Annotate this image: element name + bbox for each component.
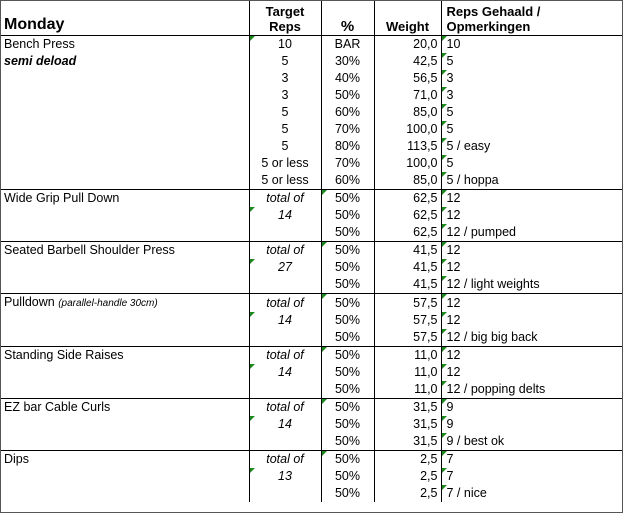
exercise-cell[interactable] [1,485,249,502]
percent-cell[interactable]: 60% [321,172,374,190]
comment-indicator-icon [442,138,447,143]
comment-indicator-icon [442,104,447,109]
table-row [1,70,622,87]
target-reps-cell[interactable]: 27 [249,259,321,276]
target-reps-cell[interactable]: 5 [249,53,321,70]
exercise-cell[interactable]: EZ bar Cable Curls [1,399,249,417]
comment-indicator-icon [322,242,327,247]
weight-cell[interactable]: 31,5 [374,433,441,451]
comment-indicator-icon [442,242,447,247]
exercise-cell[interactable] [1,121,249,138]
weight-cell[interactable]: 85,0 [374,172,441,190]
table-row [1,433,622,451]
target-reps-cell[interactable]: 5 or less [249,155,321,172]
target-reps-cell[interactable] [249,224,321,242]
target-reps-cell[interactable]: 14 [249,364,321,381]
table-row [1,485,622,502]
table-row [1,87,622,104]
weight-cell[interactable]: 2,5 [374,468,441,485]
comment-indicator-icon [322,451,327,456]
target-reps-cell[interactable]: 3 [249,70,321,87]
exercise-cell[interactable] [1,433,249,451]
comment-indicator-icon [322,347,327,352]
reps-done-cell[interactable]: 12 [441,259,622,276]
exercise-cell[interactable] [1,468,249,485]
reps-done-cell[interactable]: 5 [441,53,622,70]
comment-indicator-icon [250,312,255,317]
percent-cell[interactable]: BAR [321,36,374,54]
exercise-cell[interactable]: Seated Barbell Shoulder Press [1,242,249,260]
reps-done-cell[interactable]: 9 [441,399,622,417]
percent-cell[interactable]: 50% [321,190,374,208]
target-reps-cell[interactable]: total of [249,190,321,208]
table-row [1,190,622,208]
exercise-cell[interactable] [1,138,249,155]
table-row [1,207,622,224]
target-reps-cell[interactable] [249,276,321,294]
reps-done-header[interactable]: Reps Gehaald / Opmerkingen [446,4,541,34]
weight-cell[interactable]: 56,5 [374,70,441,87]
reps-done-cell[interactable]: 12 / popping delts [441,381,622,399]
comment-indicator-icon [442,347,447,352]
percent-cell[interactable]: 50% [321,207,374,224]
table-row [1,276,622,294]
exercise-cell[interactable]: semi deload [1,53,249,70]
reps-done-cell[interactable]: 7 [441,468,622,485]
reps-done-cell[interactable]: 5 [441,104,622,121]
comment-indicator-icon [250,364,255,369]
weight-cell[interactable]: 11,0 [374,381,441,399]
target-reps-cell[interactable]: total of [249,451,321,469]
target-reps-cell[interactable]: 14 [249,312,321,329]
reps-done-cell[interactable]: 5 [441,121,622,138]
weight-cell[interactable]: 62,5 [374,190,441,208]
table-row [1,104,622,121]
exercise-cell[interactable]: Bench Press [1,36,249,54]
target-reps-cell[interactable]: total of [249,294,321,313]
comment-indicator-icon [442,433,447,438]
comment-indicator-icon [442,53,447,58]
exercise-cell[interactable] [1,276,249,294]
table-row [1,399,622,417]
weight-cell[interactable]: 41,5 [374,242,441,260]
percent-cell[interactable]: 40% [321,70,374,87]
weight-cell[interactable]: 41,5 [374,276,441,294]
target-reps-cell[interactable] [249,433,321,451]
table-row [1,294,622,313]
weight-cell[interactable]: 2,5 [374,451,441,469]
exercise-cell[interactable]: Dips [1,451,249,469]
reps-done-cell[interactable]: 3 [441,70,622,87]
comment-indicator-icon [442,451,447,456]
comment-indicator-icon [442,364,447,369]
weight-cell[interactable]: 11,0 [374,347,441,365]
table-row [1,312,622,329]
weight-cell[interactable]: 57,5 [374,294,441,313]
comment-indicator-icon [442,312,447,317]
weight-cell[interactable]: 42,5 [374,53,441,70]
percent-cell[interactable]: 50% [321,468,374,485]
percent-cell[interactable]: 50% [321,312,374,329]
reps-done-cell[interactable]: 7 [441,451,622,469]
weight-cell[interactable]: 31,5 [374,399,441,417]
reps-done-cell[interactable]: 10 [441,36,622,54]
table-row [1,138,622,155]
day-title[interactable]: Monday [1,1,249,36]
percent-cell[interactable]: 50% [321,485,374,502]
percent-cell[interactable]: 50% [321,399,374,417]
percent-cell[interactable]: 50% [321,242,374,260]
weight-cell[interactable]: 85,0 [374,104,441,121]
percent-cell[interactable]: 60% [321,104,374,121]
target-reps-cell[interactable]: 13 [249,468,321,485]
target-reps-cell[interactable]: 3 [249,87,321,104]
percent-cell[interactable]: 50% [321,451,374,469]
reps-done-cell[interactable]: 12 / light weights [441,276,622,294]
table-row [1,468,622,485]
comment-indicator-icon [250,36,255,41]
table-row [1,172,622,190]
target-reps-cell[interactable]: total of [249,242,321,260]
percent-cell[interactable]: 50% [321,433,374,451]
reps-done-cell[interactable]: 12 [441,364,622,381]
reps-done-cell[interactable]: 12 [441,294,622,313]
comment-indicator-icon [442,259,447,264]
weight-cell[interactable]: 57,5 [374,312,441,329]
target-reps-cell[interactable]: total of [249,399,321,417]
comment-indicator-icon [442,416,447,421]
target-reps-cell[interactable] [249,381,321,399]
table-row [1,364,622,381]
reps-done-cell[interactable]: 5 / easy [441,138,622,155]
exercise-cell[interactable]: Wide Grip Pull Down [1,190,249,208]
target-reps-cell[interactable]: 5 or less [249,172,321,190]
reps-done-cell[interactable]: 5 [441,155,622,172]
table-row [1,416,622,433]
target-reps-cell[interactable] [249,329,321,347]
target-reps-header[interactable]: Target Reps [249,1,321,36]
comment-indicator-icon [442,294,447,299]
reps-done-cell[interactable]: 12 [441,312,622,329]
weight-cell[interactable]: 100,0 [374,121,441,138]
exercise-cell[interactable]: Pulldown (parallel-handle 30cm) [1,294,249,313]
reps-done-cell[interactable]: 5 / hoppa [441,172,622,190]
comment-indicator-icon [442,36,447,41]
comment-indicator-icon [442,485,447,490]
comment-indicator-icon [442,190,447,195]
reps-done-cell[interactable]: 3 [441,87,622,104]
table-row [1,329,622,347]
exercise-cell[interactable] [1,381,249,399]
target-reps-cell[interactable]: 14 [249,207,321,224]
percent-cell[interactable]: 70% [321,155,374,172]
weight-cell[interactable]: 62,5 [374,207,441,224]
table-row [1,242,622,260]
exercise-cell[interactable] [1,259,249,276]
comment-indicator-icon [442,224,447,229]
percent-cell[interactable]: 50% [321,416,374,433]
reps-done-cell[interactable]: 9 / best ok [441,433,622,451]
comment-indicator-icon [442,155,447,160]
table-row [1,53,622,70]
exercise-cell[interactable] [1,70,249,87]
percent-header[interactable]: % [321,1,374,36]
percent-cell[interactable]: 50% [321,347,374,365]
percent-cell[interactable]: 80% [321,138,374,155]
reps-done-cell[interactable]: 12 [441,242,622,260]
weight-cell[interactable]: 41,5 [374,259,441,276]
comment-indicator-icon [442,172,447,177]
weight-cell[interactable]: 113,5 [374,138,441,155]
exercise-cell[interactable] [1,104,249,121]
exercise-cell[interactable] [1,207,249,224]
comment-indicator-icon [322,399,327,404]
comment-indicator-icon [250,259,255,264]
table-row [1,347,622,365]
percent-cell[interactable]: 50% [321,329,374,347]
reps-done-cell[interactable]: 7 / nice [441,485,622,502]
exercise-cell[interactable] [1,155,249,172]
table-row [1,259,622,276]
comment-indicator-icon [442,70,447,75]
reps-done-cell[interactable]: 12 / pumped [441,224,622,242]
target-reps-cell[interactable] [249,485,321,502]
weight-cell[interactable]: 2,5 [374,485,441,502]
reps-done-cell[interactable]: 12 / big big back [441,329,622,347]
target-reps-cell[interactable]: 14 [249,416,321,433]
target-reps-cell[interactable]: 5 [249,121,321,138]
comment-indicator-icon [250,468,255,473]
reps-done-cell[interactable]: 12 [441,190,622,208]
comment-indicator-icon [442,276,447,281]
reps-done-cell[interactable]: 9 [441,416,622,433]
table-row [1,155,622,172]
comment-indicator-icon [322,190,327,195]
exercise-note: (parallel-handle 30cm) [58,298,158,309]
percent-cell[interactable]: 70% [321,121,374,138]
exercise-cell[interactable] [1,364,249,381]
percent-cell[interactable]: 30% [321,53,374,70]
percent-cell[interactable]: 50% [321,224,374,242]
comment-indicator-icon [250,416,255,421]
comment-indicator-icon [442,329,447,334]
comment-indicator-icon [442,121,447,126]
exercise-cell[interactable]: Standing Side Raises [1,347,249,365]
weight-cell[interactable]: 57,5 [374,329,441,347]
table-row [1,451,622,469]
exercise-cell[interactable] [1,87,249,104]
weight-cell[interactable]: 62,5 [374,224,441,242]
exercise-cell[interactable] [1,312,249,329]
target-reps-cell[interactable]: total of [249,347,321,365]
comment-indicator-icon [442,381,447,386]
weight-header[interactable]: Weight [374,1,441,36]
reps-done-cell[interactable]: 12 [441,347,622,365]
comment-indicator-icon [442,399,447,404]
table-row [1,121,622,138]
comment-indicator-icon [250,207,255,212]
target-reps-cell[interactable]: 5 [249,138,321,155]
weight-cell[interactable]: 71,0 [374,87,441,104]
percent-cell[interactable]: 50% [321,381,374,399]
weight-cell[interactable]: 31,5 [374,416,441,433]
table-row [1,224,622,242]
weight-cell[interactable]: 11,0 [374,364,441,381]
exercise-cell[interactable] [1,224,249,242]
comment-indicator-icon [442,468,447,473]
table-row [1,36,622,54]
table-row [1,381,622,399]
exercise-cell[interactable] [1,416,249,433]
exercise-cell[interactable] [1,329,249,347]
comment-indicator-icon [322,294,327,299]
target-reps-cell[interactable]: 10 [249,36,321,54]
target-reps-cell[interactable]: 5 [249,104,321,121]
comment-indicator-icon [442,207,447,212]
percent-cell[interactable]: 50% [321,294,374,313]
comment-indicator-icon [442,87,447,92]
percent-cell[interactable]: 50% [321,364,374,381]
workout-table [1,1,622,502]
percent-cell[interactable]: 50% [321,276,374,294]
weight-cell[interactable]: 20,0 [374,36,441,54]
reps-done-cell[interactable]: 12 [441,207,622,224]
percent-cell[interactable]: 50% [321,87,374,104]
exercise-cell[interactable] [1,172,249,190]
header-row [1,1,622,36]
weight-cell[interactable]: 100,0 [374,155,441,172]
percent-cell[interactable]: 50% [321,259,374,276]
